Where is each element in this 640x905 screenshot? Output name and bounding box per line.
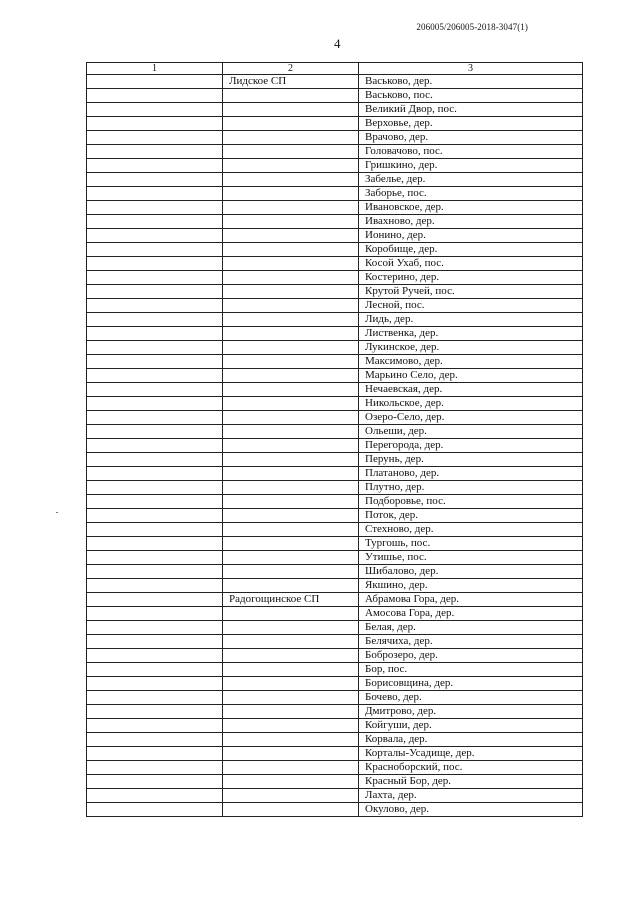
cell-number (87, 691, 223, 705)
cell-municipality (223, 733, 359, 747)
cell-number (87, 159, 223, 173)
table-row (87, 523, 583, 537)
table-header-row (87, 63, 583, 75)
cell-number (87, 187, 223, 201)
cell-settlement: Корталы-Усадище, дер. (359, 747, 583, 761)
table-row (87, 663, 583, 677)
table-row (87, 747, 583, 761)
cell-number (87, 229, 223, 243)
cell-settlement: Озеро-Село, дер. (359, 411, 583, 425)
cell-municipality (223, 201, 359, 215)
cell-municipality (223, 327, 359, 341)
cell-settlement: Васьково, пос. (359, 89, 583, 103)
cell-settlement: Верховье, дер. (359, 117, 583, 131)
table-row (87, 75, 583, 89)
cell-settlement: Корвала, дер. (359, 733, 583, 747)
cell-number (87, 565, 223, 579)
cell-number (87, 103, 223, 117)
cell-municipality (223, 537, 359, 551)
cell-number (87, 271, 223, 285)
table-row (87, 761, 583, 775)
table-row (87, 551, 583, 565)
cell-number (87, 719, 223, 733)
cell-municipality (223, 705, 359, 719)
cell-settlement: Шибалово, дер. (359, 565, 583, 579)
table-row (87, 509, 583, 523)
cell-municipality (223, 803, 359, 817)
cell-number (87, 593, 223, 607)
cell-number (87, 761, 223, 775)
cell-municipality (223, 187, 359, 201)
table-row (87, 579, 583, 593)
cell-number (87, 495, 223, 509)
table-row (87, 677, 583, 691)
cell-settlement: Бочево, дер. (359, 691, 583, 705)
cell-settlement: Максимово, дер. (359, 355, 583, 369)
table-row (87, 481, 583, 495)
table-row (87, 299, 583, 313)
cell-municipality (223, 691, 359, 705)
table-row (87, 649, 583, 663)
cell-municipality (223, 383, 359, 397)
cell-number (87, 705, 223, 719)
cell-municipality (223, 341, 359, 355)
cell-settlement: Тургошь, пос. (359, 537, 583, 551)
cell-municipality (223, 257, 359, 271)
page-number: 4 (334, 36, 341, 51)
cell-number (87, 355, 223, 369)
cell-number (87, 145, 223, 159)
table-row (87, 705, 583, 719)
cell-municipality (223, 439, 359, 453)
cell-municipality: Лидское СП (223, 75, 359, 89)
cell-settlement: Лиственка, дер. (359, 327, 583, 341)
cell-settlement: Лидь, дер. (359, 313, 583, 327)
table-row (87, 775, 583, 789)
cell-municipality (223, 411, 359, 425)
cell-settlement: Борисовщина, дер. (359, 677, 583, 691)
cell-number (87, 215, 223, 229)
cell-settlement: Забелье, дер. (359, 173, 583, 187)
cell-settlement: Никольское, дер. (359, 397, 583, 411)
cell-municipality (223, 131, 359, 145)
cell-number (87, 299, 223, 313)
table-row (87, 89, 583, 103)
cell-number (87, 425, 223, 439)
table-row (87, 285, 583, 299)
cell-number (87, 747, 223, 761)
cell-settlement: Лукинское, дер. (359, 341, 583, 355)
cell-settlement: Лахта, дер. (359, 789, 583, 803)
cell-number (87, 383, 223, 397)
cell-municipality (223, 117, 359, 131)
cell-settlement: Поток, дер. (359, 509, 583, 523)
cell-settlement: Амосова Гора, дер. (359, 607, 583, 621)
cell-municipality (223, 621, 359, 635)
cell-municipality (223, 313, 359, 327)
table-row (87, 243, 583, 257)
cell-settlement: Боброзеро, дер. (359, 649, 583, 663)
cell-municipality (223, 215, 359, 229)
cell-number (87, 131, 223, 145)
cell-settlement: Лесной, пос. (359, 299, 583, 313)
cell-municipality (223, 551, 359, 565)
cell-settlement: Косой Ухаб, пос. (359, 257, 583, 271)
margin-mark (56, 512, 58, 513)
column-header: 2 (223, 63, 359, 75)
cell-municipality (223, 509, 359, 523)
table-row (87, 691, 583, 705)
cell-number (87, 439, 223, 453)
cell-settlement: Якшино, дер. (359, 579, 583, 593)
cell-settlement: Бор, пос. (359, 663, 583, 677)
cell-settlement: Гришкино, дер. (359, 159, 583, 173)
cell-municipality (223, 649, 359, 663)
cell-municipality (223, 579, 359, 593)
cell-municipality: Радогощинское СП (223, 593, 359, 607)
cell-municipality (223, 397, 359, 411)
cell-municipality (223, 425, 359, 439)
table-row (87, 425, 583, 439)
cell-municipality (223, 271, 359, 285)
table-row (87, 467, 583, 481)
cell-number (87, 313, 223, 327)
cell-municipality (223, 467, 359, 481)
cell-settlement: Крутой Ручей, пос. (359, 285, 583, 299)
table-row (87, 271, 583, 285)
cell-settlement: Красноборский, пос. (359, 761, 583, 775)
table-row (87, 229, 583, 243)
table-body (87, 75, 583, 817)
cell-settlement: Стехново, дер. (359, 523, 583, 537)
cell-number (87, 803, 223, 817)
cell-number (87, 649, 223, 663)
table-row (87, 621, 583, 635)
cell-settlement: Белая, дер. (359, 621, 583, 635)
cell-number (87, 89, 223, 103)
cell-settlement: Белячиха, дер. (359, 635, 583, 649)
table-row (87, 383, 583, 397)
table-row (87, 131, 583, 145)
table-row (87, 341, 583, 355)
cell-number (87, 607, 223, 621)
cell-settlement: Утишье, пос. (359, 551, 583, 565)
cell-municipality (223, 103, 359, 117)
cell-settlement: Подборовье, пос. (359, 495, 583, 509)
cell-number (87, 537, 223, 551)
cell-number (87, 397, 223, 411)
cell-municipality (223, 299, 359, 313)
cell-number (87, 481, 223, 495)
table-row (87, 103, 583, 117)
cell-number (87, 551, 223, 565)
cell-number (87, 733, 223, 747)
cell-municipality (223, 145, 359, 159)
table-row (87, 201, 583, 215)
table-row (87, 789, 583, 803)
cell-number (87, 677, 223, 691)
cell-number (87, 201, 223, 215)
cell-settlement: Нечаевская, дер. (359, 383, 583, 397)
cell-settlement: Коробище, дер. (359, 243, 583, 257)
table-row (87, 635, 583, 649)
cell-settlement: Ивахново, дер. (359, 215, 583, 229)
cell-municipality (223, 677, 359, 691)
table-row (87, 117, 583, 131)
cell-municipality (223, 523, 359, 537)
cell-municipality (223, 173, 359, 187)
cell-number (87, 663, 223, 677)
cell-number (87, 257, 223, 271)
cell-number (87, 621, 223, 635)
cell-settlement: Платаново, дер. (359, 467, 583, 481)
cell-municipality (223, 229, 359, 243)
cell-settlement: Костерино, дер. (359, 271, 583, 285)
cell-settlement: Ионино, дер. (359, 229, 583, 243)
table-row (87, 565, 583, 579)
cell-municipality (223, 747, 359, 761)
cell-settlement: Марьино Село, дер. (359, 369, 583, 383)
cell-number (87, 467, 223, 481)
cell-number (87, 327, 223, 341)
cell-municipality (223, 481, 359, 495)
table-row (87, 439, 583, 453)
cell-number (87, 243, 223, 257)
cell-number (87, 453, 223, 467)
cell-settlement: Койгуши, дер. (359, 719, 583, 733)
cell-number (87, 411, 223, 425)
cell-settlement: Великий Двор, пос. (359, 103, 583, 117)
cell-settlement: Абрамова Гора, дер. (359, 593, 583, 607)
cell-number (87, 523, 223, 537)
cell-number (87, 173, 223, 187)
cell-settlement: Окулово, дер. (359, 803, 583, 817)
cell-municipality (223, 89, 359, 103)
cell-municipality (223, 285, 359, 299)
cell-settlement: Ивановское, дер. (359, 201, 583, 215)
cell-settlement: Васьково, дер. (359, 75, 583, 89)
table-row (87, 593, 583, 607)
cell-municipality (223, 789, 359, 803)
cell-number (87, 369, 223, 383)
table-row (87, 187, 583, 201)
cell-municipality (223, 663, 359, 677)
cell-municipality (223, 607, 359, 621)
cell-settlement: Головачово, пос. (359, 145, 583, 159)
column-header: 3 (359, 63, 583, 75)
cell-settlement: Плутно, дер. (359, 481, 583, 495)
cell-municipality (223, 635, 359, 649)
cell-number (87, 635, 223, 649)
table-row (87, 355, 583, 369)
cell-municipality (223, 159, 359, 173)
table-row (87, 733, 583, 747)
cell-number (87, 509, 223, 523)
column-header: 1 (87, 63, 223, 75)
cell-municipality (223, 775, 359, 789)
cell-municipality (223, 355, 359, 369)
cell-number (87, 789, 223, 803)
cell-settlement: Перунь, дер. (359, 453, 583, 467)
table-row (87, 803, 583, 817)
table-row (87, 215, 583, 229)
cell-settlement: Врачово, дер. (359, 131, 583, 145)
cell-number (87, 341, 223, 355)
cell-number (87, 75, 223, 89)
cell-number (87, 117, 223, 131)
cell-settlement: Дмитрово, дер. (359, 705, 583, 719)
table-row (87, 159, 583, 173)
cell-settlement: Перегорода, дер. (359, 439, 583, 453)
cell-settlement: Ольеши, дер. (359, 425, 583, 439)
cell-number (87, 285, 223, 299)
table-row (87, 537, 583, 551)
cell-settlement: Красный Бор, дер. (359, 775, 583, 789)
cell-municipality (223, 495, 359, 509)
cell-number (87, 775, 223, 789)
document-id: 206005/206005-2018-3047(1) (416, 22, 528, 32)
cell-municipality (223, 453, 359, 467)
cell-municipality (223, 565, 359, 579)
cell-settlement: Заборье, пос. (359, 187, 583, 201)
table-row (87, 411, 583, 425)
table-row (87, 257, 583, 271)
cell-municipality (223, 761, 359, 775)
table-row (87, 495, 583, 509)
table-row (87, 607, 583, 621)
table-row (87, 453, 583, 467)
table-row (87, 145, 583, 159)
table-row (87, 173, 583, 187)
table-row (87, 369, 583, 383)
cell-number (87, 579, 223, 593)
table-row (87, 397, 583, 411)
settlements-table (86, 62, 583, 817)
cell-municipality (223, 369, 359, 383)
table-row (87, 327, 583, 341)
table-row (87, 719, 583, 733)
cell-municipality (223, 719, 359, 733)
cell-municipality (223, 243, 359, 257)
table-row (87, 313, 583, 327)
